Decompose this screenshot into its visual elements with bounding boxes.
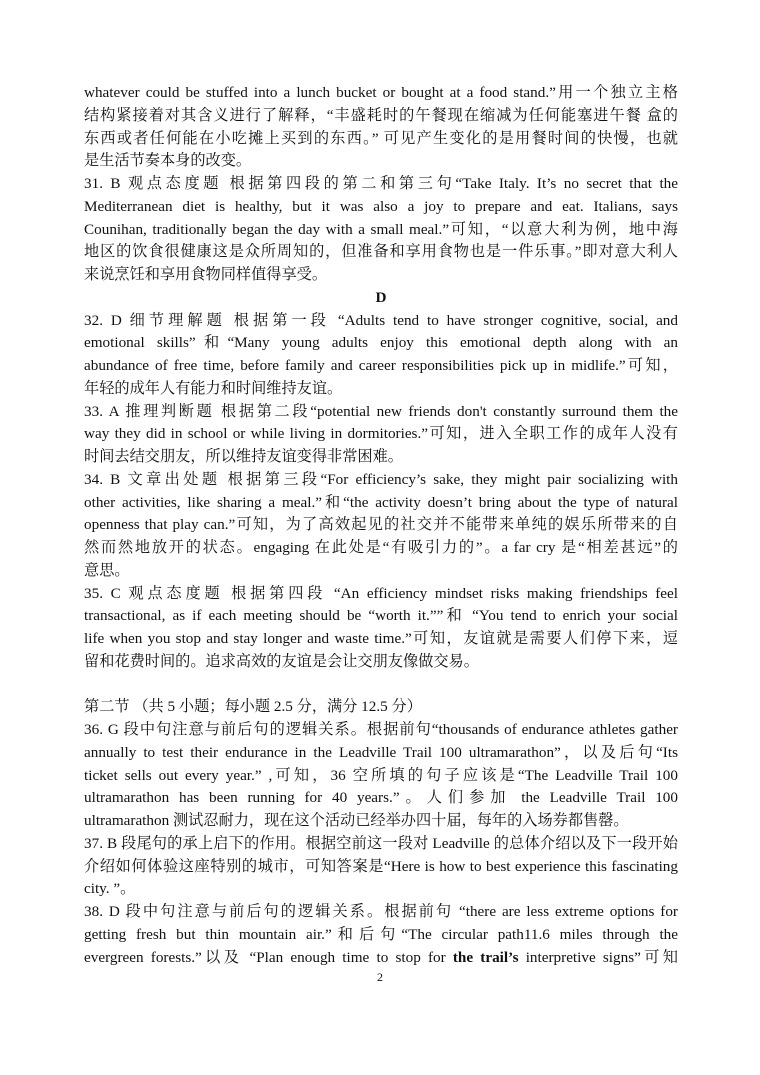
text-line: annually to test their endurance in the Leadville Trail 100 ultramarathon”，以及后句“Its [84,743,678,761]
text-line: 然而然地放开的状态。engaging 在此处是“有吸引力的”。a far cry 是“相差甚远”的 [84,539,678,556]
answer-37-line: 37. B 段尾句的承上启下的作用。根据空前这一段对 Leadville 的总体介绍以及下一段开始 [84,834,678,852]
section-heading-d: D [375,288,387,306]
text-line: 东西或者任何能在小吃摊上买到的东西。” 可见产生变化的是用餐时间的快慢，也就 [84,129,678,147]
text-line: 意思。 [84,561,130,579]
text-line: Counihan, traditionally began the day with a small meal.”可知，“以意大利为例，地中海 [84,220,678,238]
text-line: getting fresh but thin mountain air.”和后句“The circular path11.6 miles through the [84,925,678,943]
text-line: way they did in school or while living in dormitories.”可知，进入全职工作的成年人没有 [84,425,678,443]
text-line-with-bold [84,947,678,970]
text-line: emotional skills”和“Many young adults enjoy this emotional depth along with an [84,334,678,352]
text-line: ultramarathon 测试忍耐力，现在这个活动已经举办四十届，每年的入场券都售罄。 [84,812,629,829]
text-line: ticket sells out every year.” ,可知，36 空所填的句子应该是“The Leadville Trail 100 [84,766,678,784]
answer-35-line: 35. C 观点态度题 根据第四段 “An efficiency mindset risks making friendships feel [84,584,678,602]
answer-38-line: 38. D 段中句注意与前后句的逻辑关系。根据前句 “there are less extreme options for [84,903,678,920]
text-run: evergreen forests.”以及 “Plan enough time to stop for [84,948,453,966]
answer-32-line: 32. D 细节理解题 根据第一段 “Adults tend to have stronger cognitive, social, and [84,311,678,329]
text-line: Mediterranean diet is healthy, but it was also a joy to prepare and eat. Italians, says [84,197,678,215]
blank-line [84,674,678,697]
text-line: 年轻的成年人有能力和时间维持友谊。 [84,379,343,397]
text-line: 留和花费时间的。追求高效的友谊是会让交朋友像做交易。 [84,652,479,670]
text-line: other activities, like sharing a meal.”和“the activity doesn’t bring about the type of natural [84,493,678,511]
section-2-heading: 第二节 （共 5 小题；每小题 2.5 分，满分 12.5 分） [84,698,422,716]
document-page [84,82,678,969]
text-line: abundance of free time, before family and career responsibilities pick up in midlife.”可知， [84,357,678,374]
text-run: interpretive signs”可知 [518,948,678,966]
text-line: 来说烹饪和享用食物同样值得享受。 [84,266,327,283]
answer-36-line: 36. G 段中句注意与前后句的逻辑关系。根据前句“thousands of endurance athletes gather [84,721,678,738]
text-line: life when you stop and stay longer and waste time.”可知，友谊就是需要人们停下来，逗 [84,630,678,647]
text-line: transactional, as if each meeting should be “worth it.””和 “You tend to enrich your social [84,607,678,625]
text-line: 介绍如何体验这座特别的城市，可知答案是“Here is how to best experience this fascinating [84,857,678,875]
answer-34-line: 34. B 文章出处题 根据第三段“For efficiency’s sake, they might pair socializing with [84,470,678,488]
answer-33-line: 33. A 推理判断题 根据第二段“potential new friends don't constantly surround them the [84,402,678,420]
text-line: whatever could be stuffed into a lunch bucket or bought at a food stand.”用一个独立主格 [84,84,678,101]
text-line: 结构紧接着对其含义进行了解释，“丰盛耗时的午餐现在缩减为任何能塞进午餐 盒的 [84,106,678,124]
page-number: 2 [377,970,383,984]
text-line: 是生活节奏本身的改变。 [84,152,252,170]
answer-31-line: 31. B 观点态度题 根据第四段的第二和第三句“Take Italy. It’s no secret that the [84,175,678,192]
text-line: 时间去结交朋友，所以维持友谊变得非常困难。 [84,448,403,465]
text-line: ultramarathon has been running for 40 years.”。人们参加 the Leadville Trail 100 [84,789,678,807]
bold-text-run: the trail’s [452,948,519,966]
text-line: city. ”。 [84,880,136,898]
text-line: 地区的饮食很健康这是众所周知的，但准备和享用食物也是一件乐事。”即对意大利人 [84,243,678,261]
text-line: openness that play can.”可知，为了高效起见的社交并不能带来单纯的娱乐所带来的自 [84,516,678,534]
